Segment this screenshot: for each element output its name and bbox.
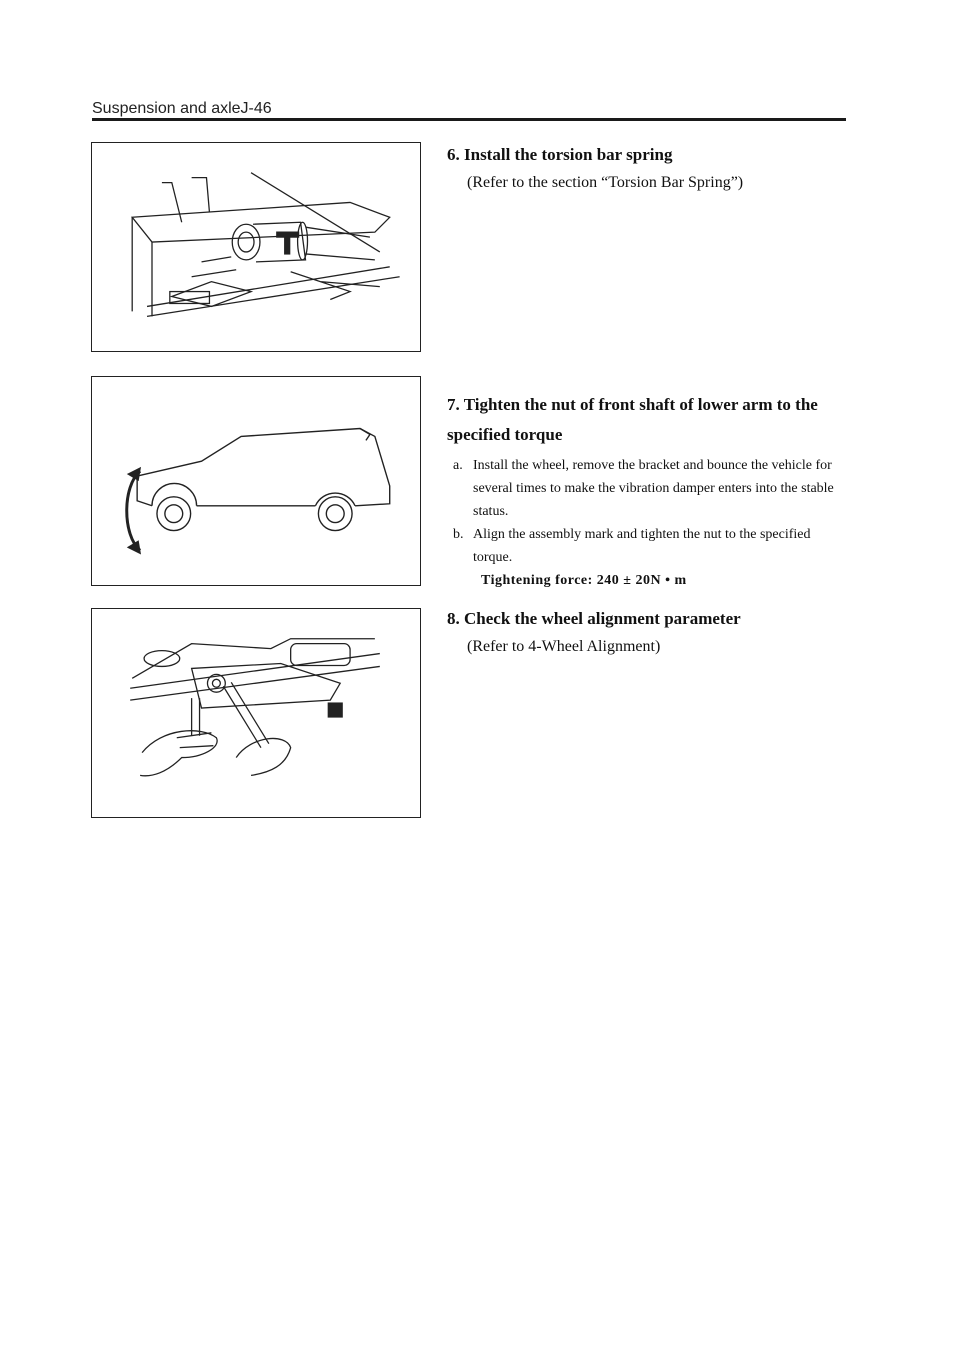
list-marker: a. bbox=[453, 458, 463, 473]
step-install-torsion-bar bbox=[447, 140, 852, 196]
figure-vehicle-bounce bbox=[91, 376, 421, 586]
step-title: 8. Check the wheel alignment parameter bbox=[447, 609, 741, 628]
step-title: 6. Install the torsion bar spring bbox=[447, 145, 673, 164]
step-title: 7. Tighten the nut of front shaft of lower arm to the specified torque bbox=[447, 395, 818, 444]
figure-wrench-tightening bbox=[91, 608, 421, 818]
header-rule bbox=[92, 118, 846, 121]
page-header: Suspension and axleJ-46 bbox=[92, 100, 272, 117]
step-tighten-nut bbox=[447, 390, 852, 593]
torsion-bar-illustration bbox=[92, 143, 420, 351]
torque-spec: Tightening force: 240 ± 20N • m bbox=[481, 573, 687, 588]
list-marker: b. bbox=[453, 527, 464, 542]
list-item-text: Install the wheel, remove the bracket and bounce the vehicle for several times to make the vibration damper enters into the stable status. bbox=[473, 458, 834, 519]
step-check-alignment bbox=[447, 604, 852, 660]
figure-torsion-bar bbox=[91, 142, 421, 352]
step-reference: (Refer to the section “Torsion Bar Spring”) bbox=[467, 174, 744, 191]
list-item bbox=[447, 454, 852, 523]
step-reference: (Refer to 4-Wheel Alignment) bbox=[467, 638, 661, 655]
list-item-text: Align the assembly mark and tighten the nut to the specified torque. bbox=[473, 527, 811, 565]
step-sub-list bbox=[447, 454, 852, 569]
wrench-illustration bbox=[92, 609, 420, 817]
list-item bbox=[447, 523, 852, 569]
vehicle-illustration bbox=[92, 377, 420, 585]
